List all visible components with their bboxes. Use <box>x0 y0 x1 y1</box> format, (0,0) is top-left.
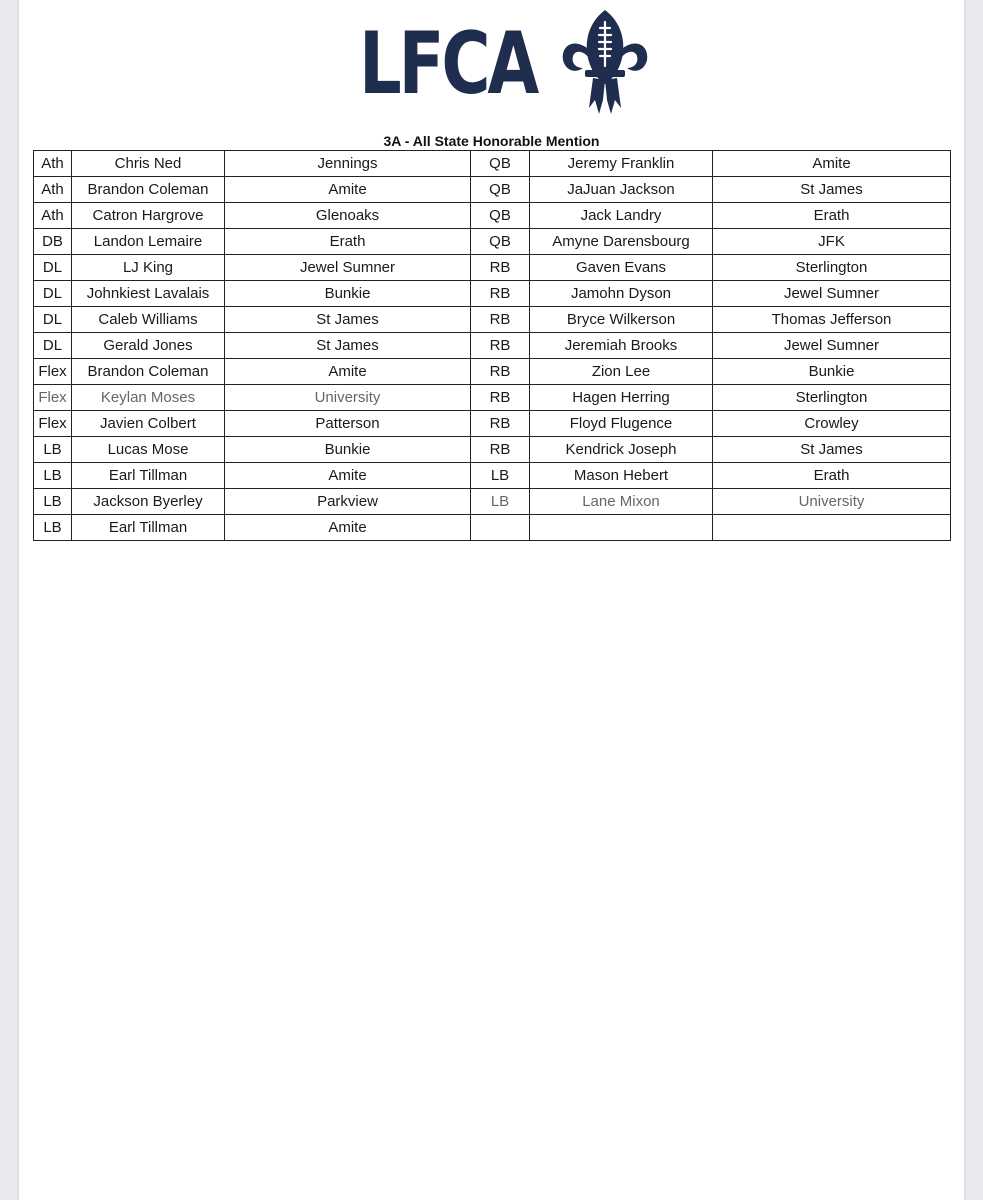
right-player-name-cell: Jamohn Dyson <box>530 281 713 307</box>
right-player-name-cell: JaJuan Jackson <box>530 177 713 203</box>
left-position-cell: LB <box>34 515 72 541</box>
left-position-cell: Ath <box>34 177 72 203</box>
right-school-cell: Jewel Sumner <box>713 281 951 307</box>
fleur-de-lis-football-icon <box>559 8 651 116</box>
right-school-cell: JFK <box>713 229 951 255</box>
table-row <box>34 385 951 411</box>
right-position-cell: RB <box>471 385 530 411</box>
left-player-name-cell: Brandon Coleman <box>72 177 225 203</box>
right-player-name-cell: Kendrick Joseph <box>530 437 713 463</box>
right-school-cell: Crowley <box>713 411 951 437</box>
left-school-cell: Erath <box>225 229 471 255</box>
right-player-name-cell: Jeremiah Brooks <box>530 333 713 359</box>
right-position-cell: QB <box>471 151 530 177</box>
left-position-cell: DL <box>34 333 72 359</box>
left-position-cell: DL <box>34 281 72 307</box>
left-school-cell: Jennings <box>225 151 471 177</box>
right-position-cell: QB <box>471 177 530 203</box>
left-player-name-cell: LJ King <box>72 255 225 281</box>
table-row <box>34 307 951 333</box>
right-school-cell: Thomas Jefferson <box>713 307 951 333</box>
right-position-cell: RB <box>471 359 530 385</box>
left-school-cell: Amite <box>225 177 471 203</box>
left-school-cell: Jewel Sumner <box>225 255 471 281</box>
left-school-cell: Bunkie <box>225 437 471 463</box>
left-position-cell: DL <box>34 255 72 281</box>
left-position-cell: DL <box>34 307 72 333</box>
left-player-name-cell: Earl Tillman <box>72 463 225 489</box>
right-player-name-cell: Gaven Evans <box>530 255 713 281</box>
table-row <box>34 177 951 203</box>
table-row <box>34 255 951 281</box>
table-body <box>34 151 951 541</box>
left-player-name-cell: Chris Ned <box>72 151 225 177</box>
left-position-cell: DB <box>34 229 72 255</box>
right-player-name-cell: Floyd Flugence <box>530 411 713 437</box>
left-school-cell: Parkview <box>225 489 471 515</box>
lfca-logo <box>359 8 649 116</box>
right-school-cell: Erath <box>713 463 951 489</box>
left-school-cell: St James <box>225 333 471 359</box>
table-row <box>34 333 951 359</box>
left-position-cell: Flex <box>34 411 72 437</box>
right-player-name-cell: Jeremy Franklin <box>530 151 713 177</box>
right-school-cell: St James <box>713 437 951 463</box>
left-player-name-cell: Keylan Moses <box>72 385 225 411</box>
right-school-cell: St James <box>713 177 951 203</box>
table-row <box>34 489 951 515</box>
right-school-cell: Jewel Sumner <box>713 333 951 359</box>
right-player-name-cell <box>530 515 713 541</box>
table-row <box>34 515 951 541</box>
left-position-cell: LB <box>34 463 72 489</box>
table-row <box>34 203 951 229</box>
right-position-cell: RB <box>471 333 530 359</box>
table-row <box>34 411 951 437</box>
left-position-cell: LB <box>34 437 72 463</box>
right-school-cell: Bunkie <box>713 359 951 385</box>
right-position-cell <box>471 515 530 541</box>
left-player-name-cell: Johnkiest Lavalais <box>72 281 225 307</box>
right-player-name-cell: Bryce Wilkerson <box>530 307 713 333</box>
table-row <box>34 229 951 255</box>
left-player-name-cell: Brandon Coleman <box>72 359 225 385</box>
left-player-name-cell: Javien Colbert <box>72 411 225 437</box>
right-school-cell: Sterlington <box>713 385 951 411</box>
left-position-cell: Flex <box>34 359 72 385</box>
right-position-cell: QB <box>471 229 530 255</box>
honorable-mention-table <box>33 150 951 541</box>
right-position-cell: RB <box>471 437 530 463</box>
right-school-cell: Amite <box>713 151 951 177</box>
left-school-cell: Amite <box>225 359 471 385</box>
left-player-name-cell: Jackson Byerley <box>72 489 225 515</box>
table-row <box>34 281 951 307</box>
right-position-cell: RB <box>471 411 530 437</box>
left-position-cell: LB <box>34 489 72 515</box>
logo-wordmark: LFCA <box>359 14 537 114</box>
left-position-cell: Ath <box>34 151 72 177</box>
right-player-name-cell: Zion Lee <box>530 359 713 385</box>
left-school-cell: Glenoaks <box>225 203 471 229</box>
right-player-name-cell: Amyne Darensbourg <box>530 229 713 255</box>
table-row <box>34 437 951 463</box>
table-row <box>34 359 951 385</box>
left-position-cell: Ath <box>34 203 72 229</box>
right-school-cell <box>713 515 951 541</box>
left-school-cell: Bunkie <box>225 281 471 307</box>
right-school-cell: Sterlington <box>713 255 951 281</box>
document-page <box>19 0 964 1200</box>
right-player-name-cell: Lane Mixon <box>530 489 713 515</box>
left-player-name-cell: Landon Lemaire <box>72 229 225 255</box>
left-player-name-cell: Earl Tillman <box>72 515 225 541</box>
left-player-name-cell: Caleb Williams <box>72 307 225 333</box>
left-player-name-cell: Lucas Mose <box>72 437 225 463</box>
left-school-cell: Amite <box>225 463 471 489</box>
left-position-cell: Flex <box>34 385 72 411</box>
right-position-cell: LB <box>471 489 530 515</box>
right-position-cell: RB <box>471 255 530 281</box>
right-player-name-cell: Jack Landry <box>530 203 713 229</box>
table-row <box>34 151 951 177</box>
right-position-cell: QB <box>471 203 530 229</box>
left-school-cell: Patterson <box>225 411 471 437</box>
left-school-cell: St James <box>225 307 471 333</box>
right-position-cell: LB <box>471 463 530 489</box>
right-position-cell: RB <box>471 307 530 333</box>
left-school-cell: University <box>225 385 471 411</box>
left-school-cell: Amite <box>225 515 471 541</box>
right-school-cell: Erath <box>713 203 951 229</box>
table-row <box>34 463 951 489</box>
page-title: 3A - All State Honorable Mention <box>383 133 600 149</box>
right-player-name-cell: Mason Hebert <box>530 463 713 489</box>
right-school-cell: University <box>713 489 951 515</box>
left-player-name-cell: Catron Hargrove <box>72 203 225 229</box>
left-player-name-cell: Gerald Jones <box>72 333 225 359</box>
right-position-cell: RB <box>471 281 530 307</box>
right-player-name-cell: Hagen Herring <box>530 385 713 411</box>
